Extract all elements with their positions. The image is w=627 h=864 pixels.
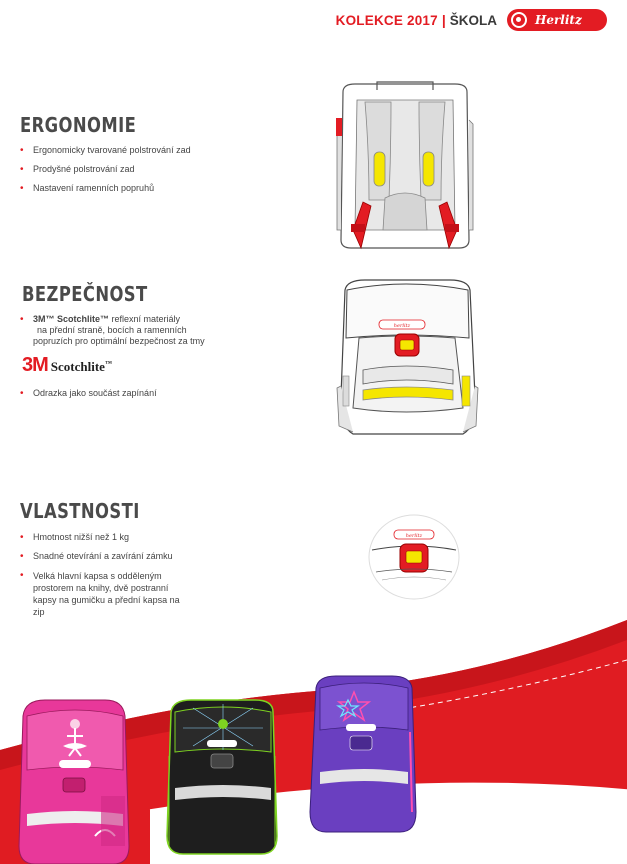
3m-logo-text: 3M <box>22 354 48 376</box>
scotchlite-line2: na přední straně, bocích a ramenních <box>37 325 187 335</box>
list-item <box>20 314 205 347</box>
svg-text:herlitz: herlitz <box>393 323 411 329</box>
herlitz-logo-text: Herlitz <box>535 13 582 27</box>
list-item: • Prodyšné polstrování zad <box>20 164 191 175</box>
scotchlite-text: reflexní materiály <box>109 314 181 324</box>
scotchlite-bold-text: 3M™ Scotchlite™ <box>33 314 110 324</box>
list-item: • Hmotnost nižší než 1 kg <box>20 532 185 543</box>
backpack-back-illustration <box>335 80 475 255</box>
trademark-mark: ™ <box>104 359 112 368</box>
scotchlite-logo-text <box>51 359 112 375</box>
herlitz-logo-icon <box>511 12 527 28</box>
scotchlite-word: Scotchlite <box>50 359 105 374</box>
collection-label: KOLEKCE 2017 <box>335 12 438 28</box>
bezpecnost-heading: BEZPEČNOST <box>22 282 148 306</box>
scotchlite-line3: popruzích pro optimální bezpečnost za tmy <box>33 336 205 346</box>
ergonomie-heading: ERGONOMIE <box>20 113 137 137</box>
pink-ballerina-backpack <box>15 696 133 864</box>
school-label: ŠKOLA <box>449 12 497 28</box>
ergonomie-list <box>20 145 191 202</box>
black-spider-backpack <box>163 696 281 856</box>
list-item: • Ergonomicky tvarované polstrování zad <box>20 145 191 156</box>
lock-detail-illustration <box>368 514 460 600</box>
bezpecnost-list <box>20 314 205 349</box>
3m-scotchlite-logo <box>22 354 112 377</box>
page-header <box>336 8 607 32</box>
bezpecnost-list-2 <box>20 388 157 407</box>
vlastnosti-heading: VLASTNOSTI <box>20 499 140 523</box>
svg-text:herlitz: herlitz <box>405 533 423 539</box>
list-item: • Snadné otevírání a zavírání zámku <box>20 551 185 562</box>
list-item: • Nastavení ramenních popruhů <box>20 183 191 194</box>
list-item: • Odrazka jako součást zapínání <box>20 388 157 399</box>
purple-star-backpack <box>308 672 418 834</box>
herlitz-logo <box>507 9 607 31</box>
list-item: • Velká hlavní kapsa s odděleným prostorem na knihy, dvě postranní kapsy na gumičku a přední kapsa na zip <box>20 570 185 618</box>
backpack-front-illustration <box>335 276 480 446</box>
header-separator: | <box>441 12 446 28</box>
